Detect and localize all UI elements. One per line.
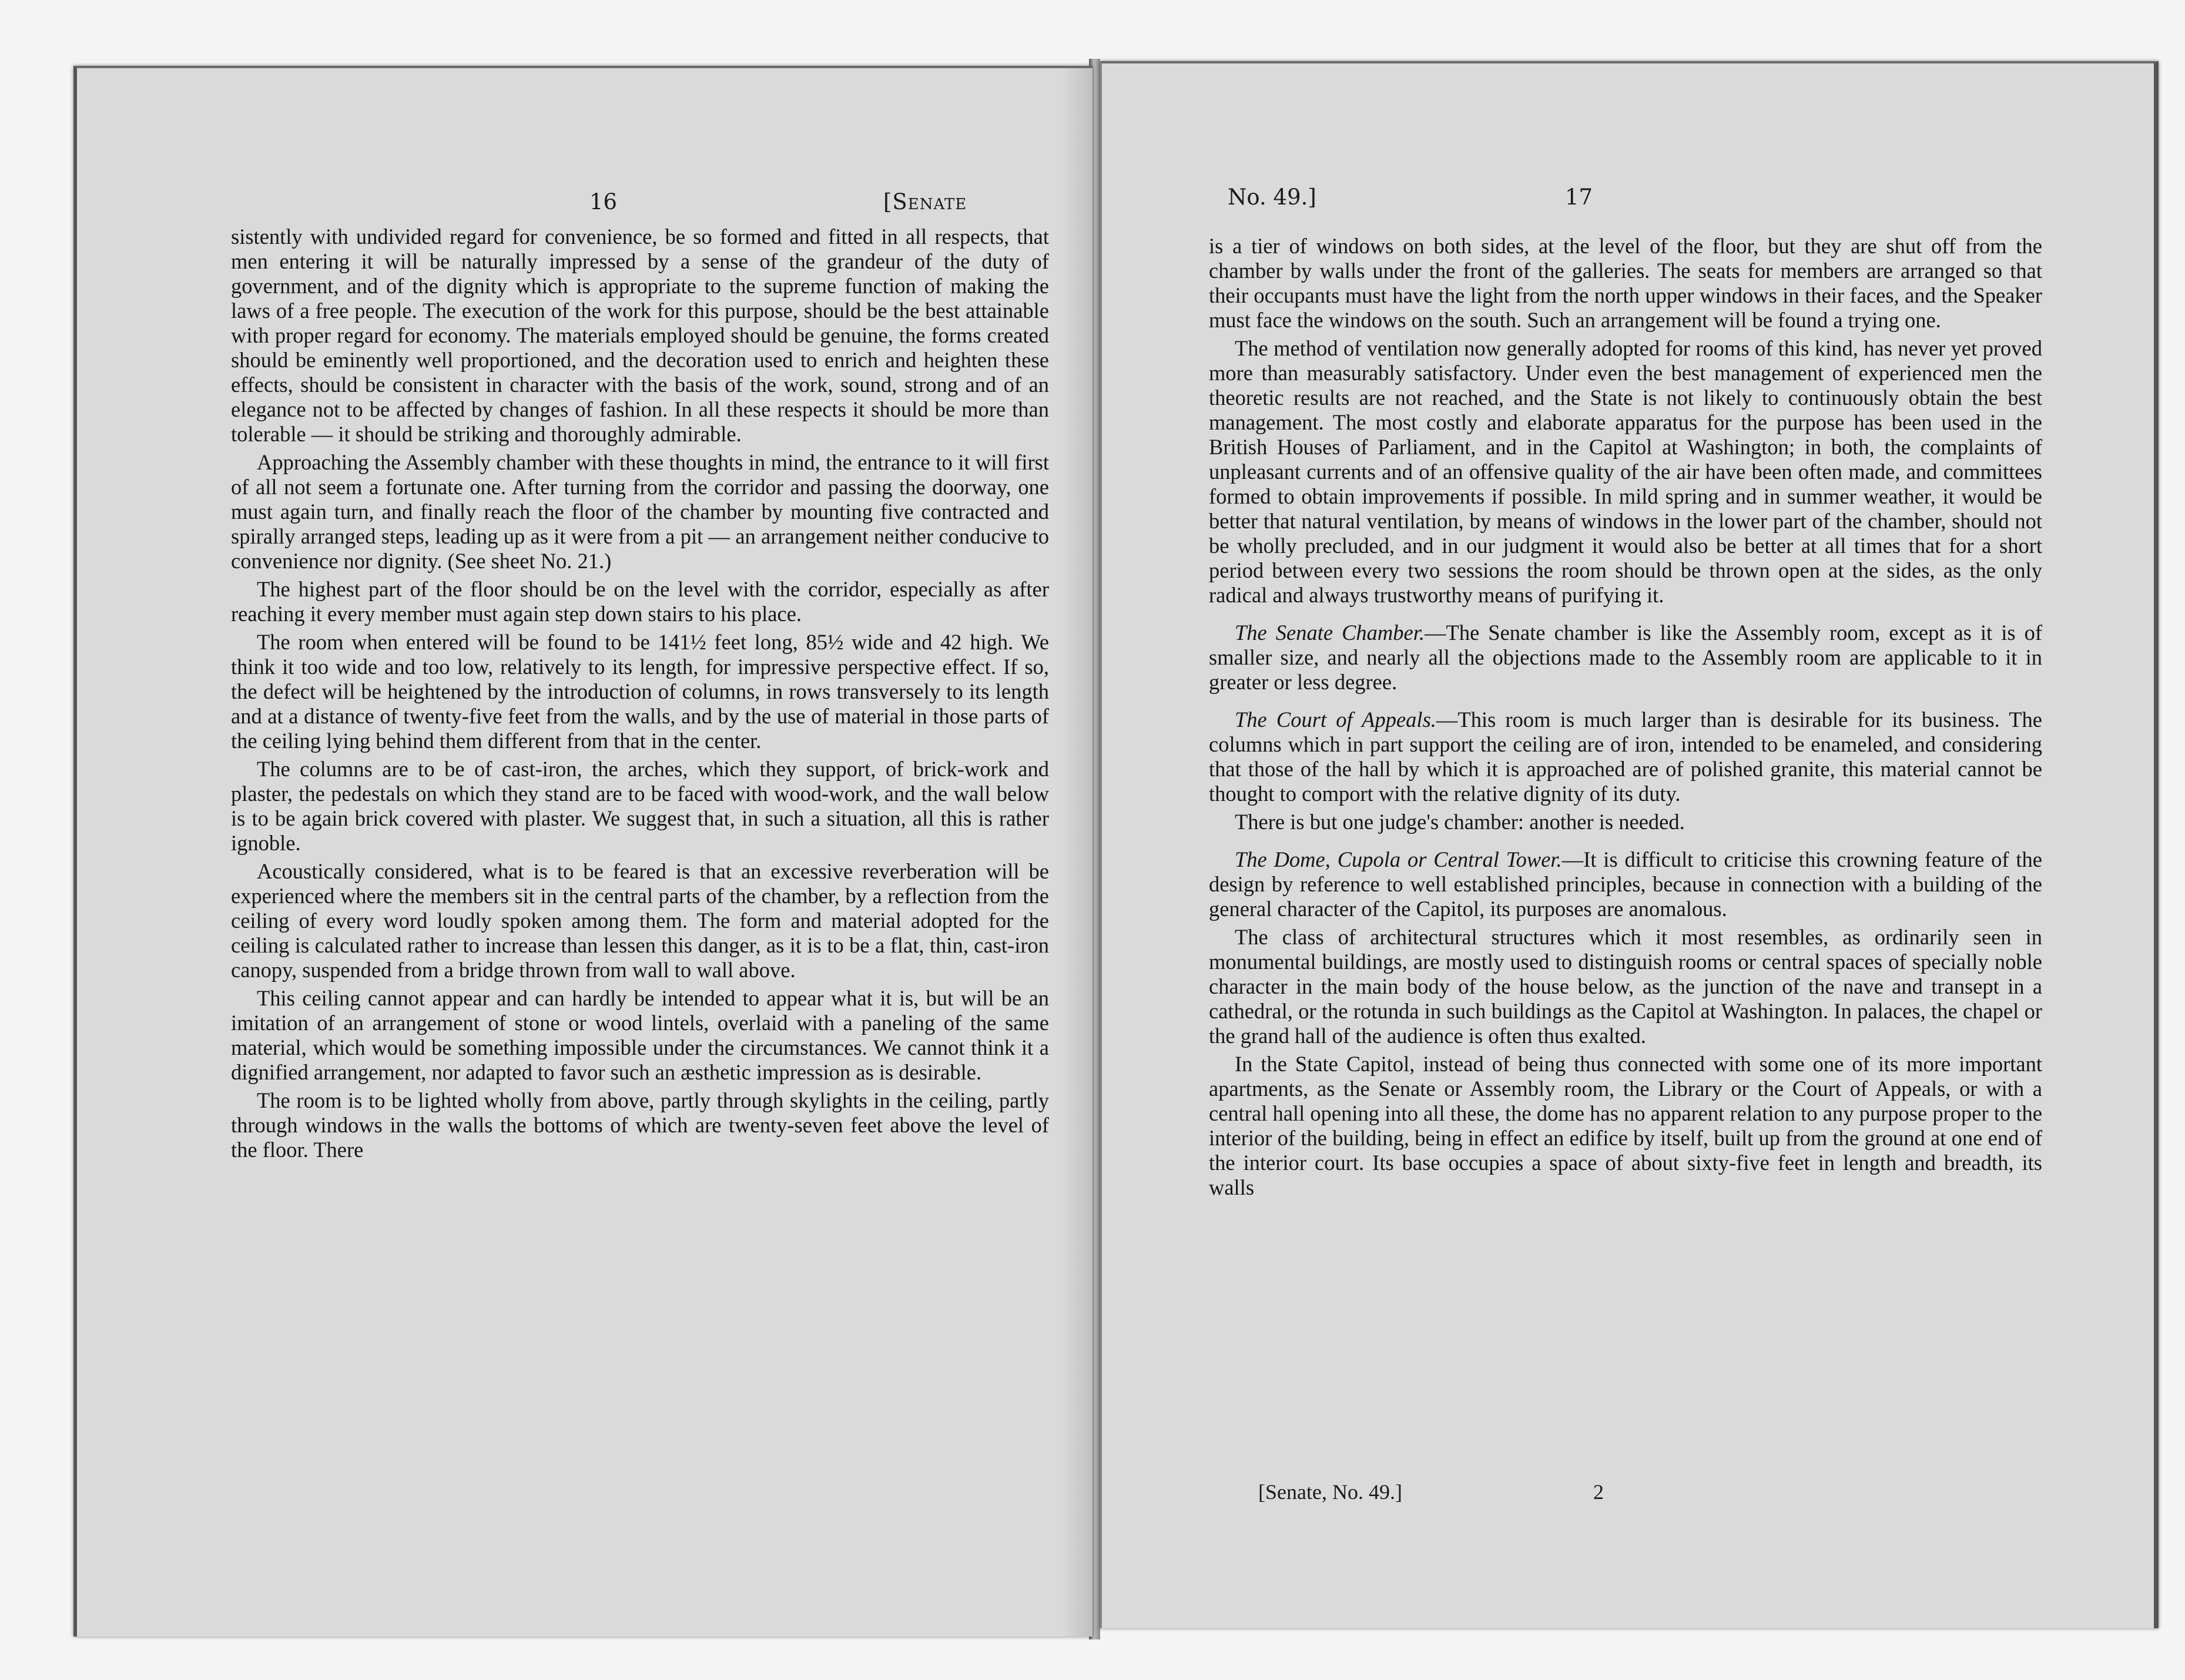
fold-shadow	[1061, 68, 1092, 1637]
left-paragraph: The room is to be lighted wholly from above, partly through skylights in the ceiling, partly through windows in the walls the bottoms of which are twenty-seven feet above the level of the floor. There	[231, 1088, 1049, 1162]
right-paragraph: In the State Capitol, instead of being thus connected with some one of its more important apartments, as the Senate or Assembly room, the Library or the Court of Appeals, or with a central hall opening into all these, the dome has no apparent relation to any purpose proper to the interior of the building, being in effect an edifice by itself, built up from the ground at one end of the interior court. Its base occupies a space of about sixty-five feet in length and breadth, its walls	[1209, 1052, 2042, 1199]
right-running-head: No. 49.]	[1228, 185, 1316, 210]
right-body-text	[1209, 234, 2042, 1203]
left-page-number: 16	[589, 189, 618, 214]
footer-sheet-number: 2	[1593, 1480, 1604, 1504]
right-page	[1100, 61, 2159, 1628]
right-paragraph: is a tier of windows on both sides, at the level of the floor, but they are shut off from the chamber by walls under the front of the galleries. The seats for members are arranged so that their occupants must have the light from the north upper windows in their faces, and the Speaker must face the windows on the south. Such an arrangement will be found a trying one.	[1209, 234, 2042, 332]
footer-signature: [Senate, No. 49.]	[1258, 1480, 1402, 1504]
right-page-number: 17	[1565, 185, 1593, 210]
left-paragraph: Approaching the Assembly chamber with these thoughts in mind, the entrance to it will first of all not seem a fortunate one. After turning from the corridor and passing the doorway, one must again turn, and finally reach the floor of the chamber by mounting five contracted and spirally arranged steps, leading up as it were from a pit — an arrangement neither conducive to convenience nor dignity. (See sheet No. 21.)	[231, 450, 1049, 573]
right-paragraph-senate-chamber: The Senate Chamber.—The Senate chamber is like the Assembly room, except as it is of smaller size, and nearly all the objections made to the Assembly room are applicable to it in greater or less degree.	[1209, 621, 2042, 694]
section-heading: The Court of Appeals.	[1235, 707, 1436, 732]
right-paragraph-court-of-appeals: The Court of Appeals.—This room is much larger than is desirable for its business. The columns which in part support the ceiling are of iron, intended to be enameled, and considering that those of the hall by which it is approached are of polished granite, this material cannot be thought to comport with the relative dignity of its duty.	[1209, 707, 2042, 806]
right-paragraph: The class of architectural structures which it most resembles, as ordinarily seen in monumental buildings, are mostly used to distinguish rooms or central spaces of specially noble character in the main body of the house below, as the junction of the nave and transept in a cathedral, or the rotunda in such buildings as the Capitol at Washington. In palaces, the chapel or the grand hall of the audience is often thus exalted.	[1209, 925, 2042, 1048]
section-heading: The Dome, Cupola or Central Tower.	[1235, 847, 1562, 871]
left-paragraph: The room when entered will be found to be 141½ feet long, 85½ wide and 42 high. We think it too wide and too low, relatively to its length, for impressive perspective effect. If so, the defect will be heightened by the introduction of columns, in rows transversely to its length and at a distance of twenty-five feet from the walls, and by the use of material in those parts of the ceiling lying behind them different from that in the center.	[231, 630, 1049, 753]
left-paragraph: This ceiling cannot appear and can hardly be intended to appear what it is, but will be an imitation of an arrangement of stone or wood lintels, overlaid with a paneling of the same material, which would be something impossible under the circumstances. We cannot think it a dignified arrangement, nor adapted to favor such an æsthetic impression as is desirable.	[231, 986, 1049, 1084]
left-paragraph: sistently with undivided regard for convenience, be so formed and fitted in all respects, that men entering it will be naturally impressed by a sense of the grandeur of the duty of government, and of the dignity which is appropriate to the supreme function of making the laws of a free people. The execution of the work for this purpose, should be the best attainable with proper regard for economy. The materials employed should be genuine, the forms created should be eminently well proportioned, and the decoration used to enrich and heighten these effects, should be consistent in character with the basis of the work, sound, strong and of an elegance not to be affected by changes of fashion. In all these respects it should be more than tolerable — it should be striking and thoroughly admirable.	[231, 224, 1049, 446]
right-paragraph-dome: The Dome, Cupola or Central Tower.—It is difficult to criticise this crowning feature of the design by reference to well established principles, because in connection with a building of the general character of the Capitol, its purposes are anomalous.	[1209, 847, 2042, 921]
right-paragraph: The method of ventilation now generally adopted for rooms of this kind, has never yet proved more than measurably satisfactory. Under even the best management of experienced men the theoretic results are not reached, and the State is not likely to continuously obtain the best management. The most costly and elaborate apparatus for the purpose has been used in the British Houses of Parliament, and in the Capitol at Washington; in both, the complaints of unpleasant currents and of an offensive quality of the air have been often made, and committees formed to obtain improvements if possible. In mild spring and in summer weather, it would be better that natural ventilation, by means of windows in the lower part of the chamber, should not be wholly precluded, and in our judgment it would also be better at all times that for a short period between every two sessions the room should be thrown open at the sides, as the only radical and always trustworthy means of purifying it.	[1209, 336, 2042, 607]
left-body-text	[231, 224, 1049, 1166]
left-paragraph: The highest part of the floor should be on the level with the corridor, especially as after reaching it every member must again step down stairs to his place.	[231, 577, 1049, 626]
left-running-head: [Senate	[883, 189, 967, 214]
left-paragraph: The columns are to be of cast-iron, the arches, which they support, of brick-work and plaster, the pedestals on which they stand are to be faced with wood-work, and the wall below is to be again brick covered with plaster. We suggest that, in such a situation, all this is rather ignoble.	[231, 757, 1049, 855]
left-paragraph: Acoustically considered, what is to be feared is that an excessive reverberation will be experienced where the members sit in the central parts of the chamber, by a reflection from the ceiling of every word loudly spoken among them. The form and material adopted for the ceiling is calculated rather to increase than lessen this danger, as it is to be a flat, thin, cast-iron canopy, suspended from a bridge thrown from wall to wall above.	[231, 859, 1049, 982]
left-page	[73, 66, 1092, 1637]
right-paragraph: There is but one judge's chamber: another is needed.	[1235, 810, 1685, 834]
section-heading: The Senate Chamber.	[1235, 621, 1425, 645]
